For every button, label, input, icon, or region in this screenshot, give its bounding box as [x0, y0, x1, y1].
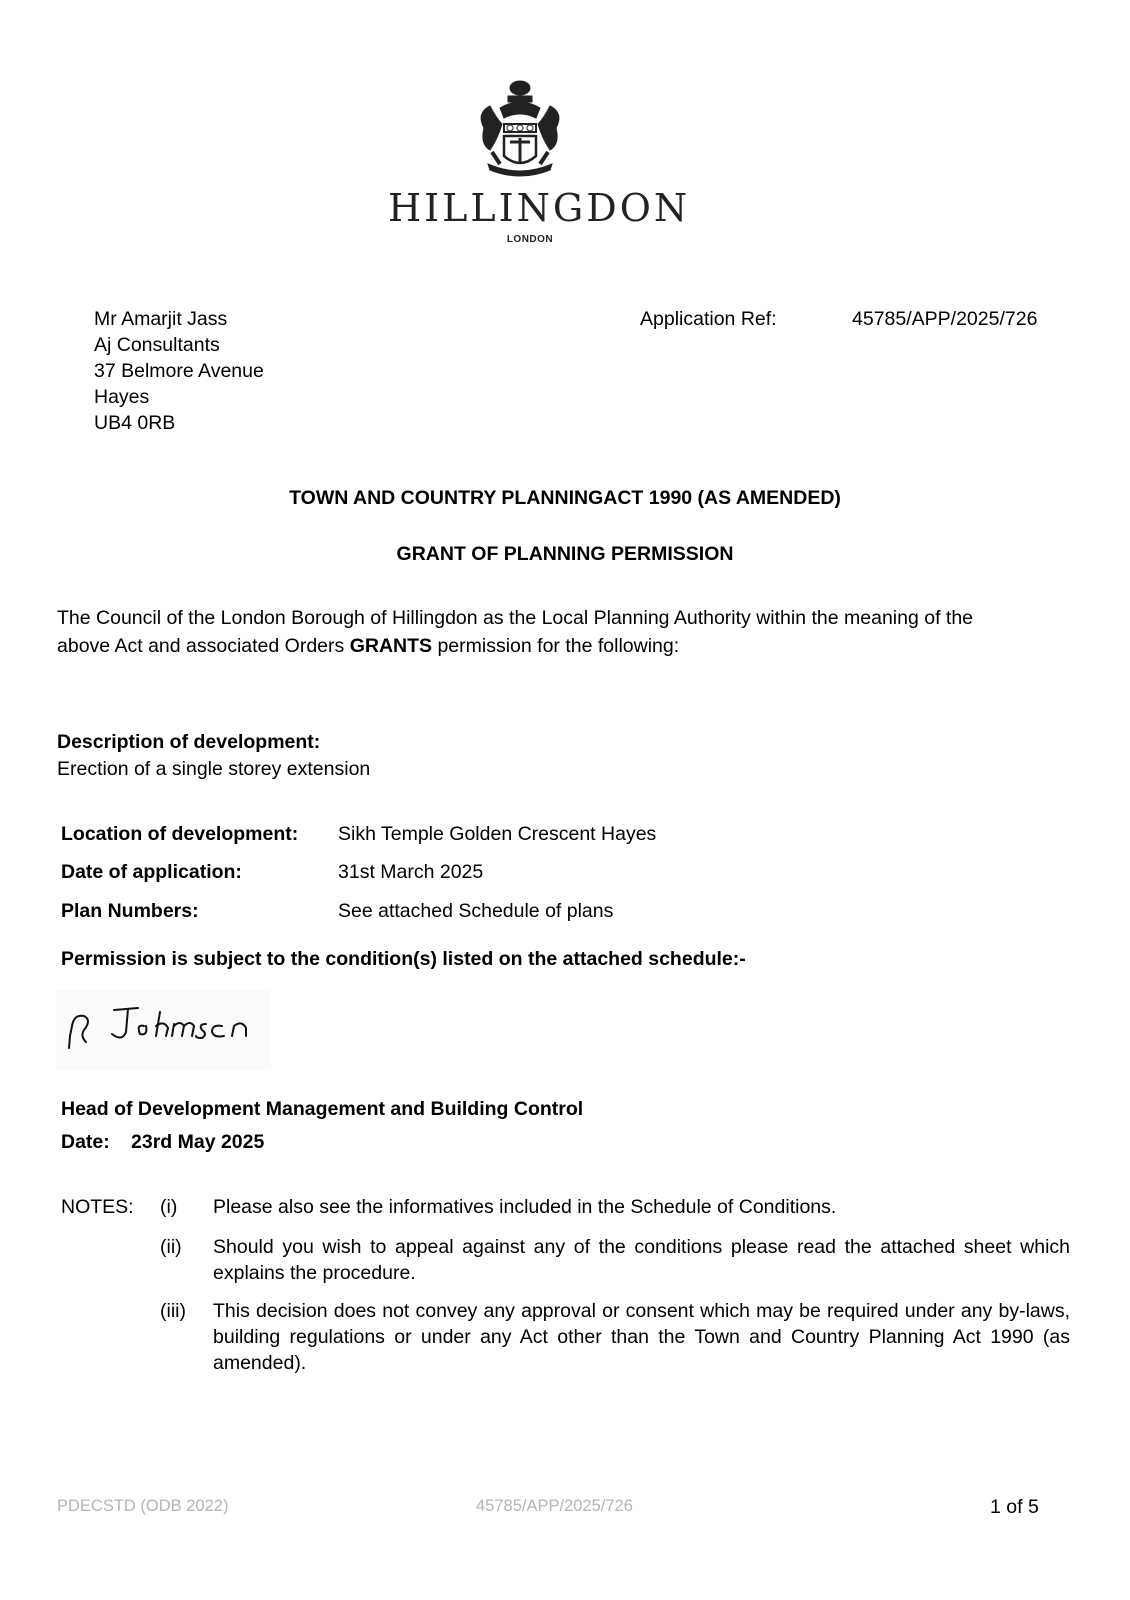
recipient-address [94, 306, 264, 436]
address-line: 37 Belmore Avenue [94, 360, 264, 382]
act-heading: TOWN AND COUNTRY PLANNINGACT 1990 (AS AMENDED) [289, 487, 841, 509]
address-line: Aj Consultants [94, 334, 220, 356]
note-number: (iii) [160, 1300, 186, 1322]
intro-line-2 [57, 632, 973, 660]
plan-numbers-label: Plan Numbers: [61, 900, 199, 922]
application-date-value: 31st March 2025 [338, 861, 484, 883]
description-label: Description of development: [57, 731, 321, 753]
logo-subtitle: LONDON [506, 234, 554, 245]
note-text: Should you wish to appeal against any of the conditions please read the attached sheet which explains the procedure. [213, 1236, 1070, 1284]
grant-heading: GRANT OF PLANNING PERMISSION [396, 543, 734, 565]
address-line: UB4 0RB [94, 412, 176, 434]
signature [56, 990, 271, 1070]
application-ref-label: Application Ref: [640, 308, 777, 330]
application-ref-value: 45785/APP/2025/726 [852, 308, 1038, 330]
address-line: Mr Amarjit Jass [94, 308, 228, 330]
intro-line-2-end: permission for the following: [437, 635, 680, 657]
footer-form-code: PDECSTD (ODB 2022) [57, 1497, 229, 1515]
description-value: Erection of a single storey extension [57, 758, 371, 780]
location-value: Sikh Temple Golden Crescent Hayes [338, 823, 657, 845]
note-number: (ii) [160, 1236, 182, 1258]
note-text: Please also see the informatives included in the Schedule of Conditions. [213, 1196, 837, 1218]
signature-image [56, 990, 271, 1070]
signatory-title: Head of Development Management and Building Control [61, 1098, 584, 1120]
decision-date-value: 23rd May 2025 [131, 1131, 265, 1153]
footer-reference: 45785/APP/2025/726 [476, 1497, 633, 1515]
page-current: 1 [990, 1496, 1001, 1518]
address-line: Hayes [94, 386, 150, 408]
logo-wordmark: HILLINGDON [388, 186, 691, 230]
application-date-label: Date of application: [61, 861, 242, 883]
hillingdon-crest-icon [470, 78, 570, 188]
page-total: of 5 [1006, 1496, 1039, 1518]
intro-line-1: The Council of the London Borough of Hillingdon as the Local Planning Authority within the meaning of the [57, 607, 974, 629]
intro-line-2-start: above Act and associated Orders [57, 635, 345, 657]
note-number: (i) [160, 1196, 178, 1218]
location-label: Location of development: [61, 823, 299, 845]
notes-label: NOTES: [61, 1196, 134, 1218]
note-text: This decision does not convey any approval or consent which may be required under any by-laws, building regulations or under any Act other than the Town and Country Planning Act 1990 (as amended). [213, 1300, 1070, 1374]
conditions-statement: Permission is subject to the condition(s) listed on the attached schedule:- [61, 948, 746, 970]
plan-numbers-value: See attached Schedule of plans [338, 900, 614, 922]
decision-date-label: Date: [61, 1131, 110, 1153]
intro-paragraph [57, 604, 973, 660]
page-number [990, 1494, 1039, 1520]
intro-grants: GRANTS [349, 635, 433, 657]
